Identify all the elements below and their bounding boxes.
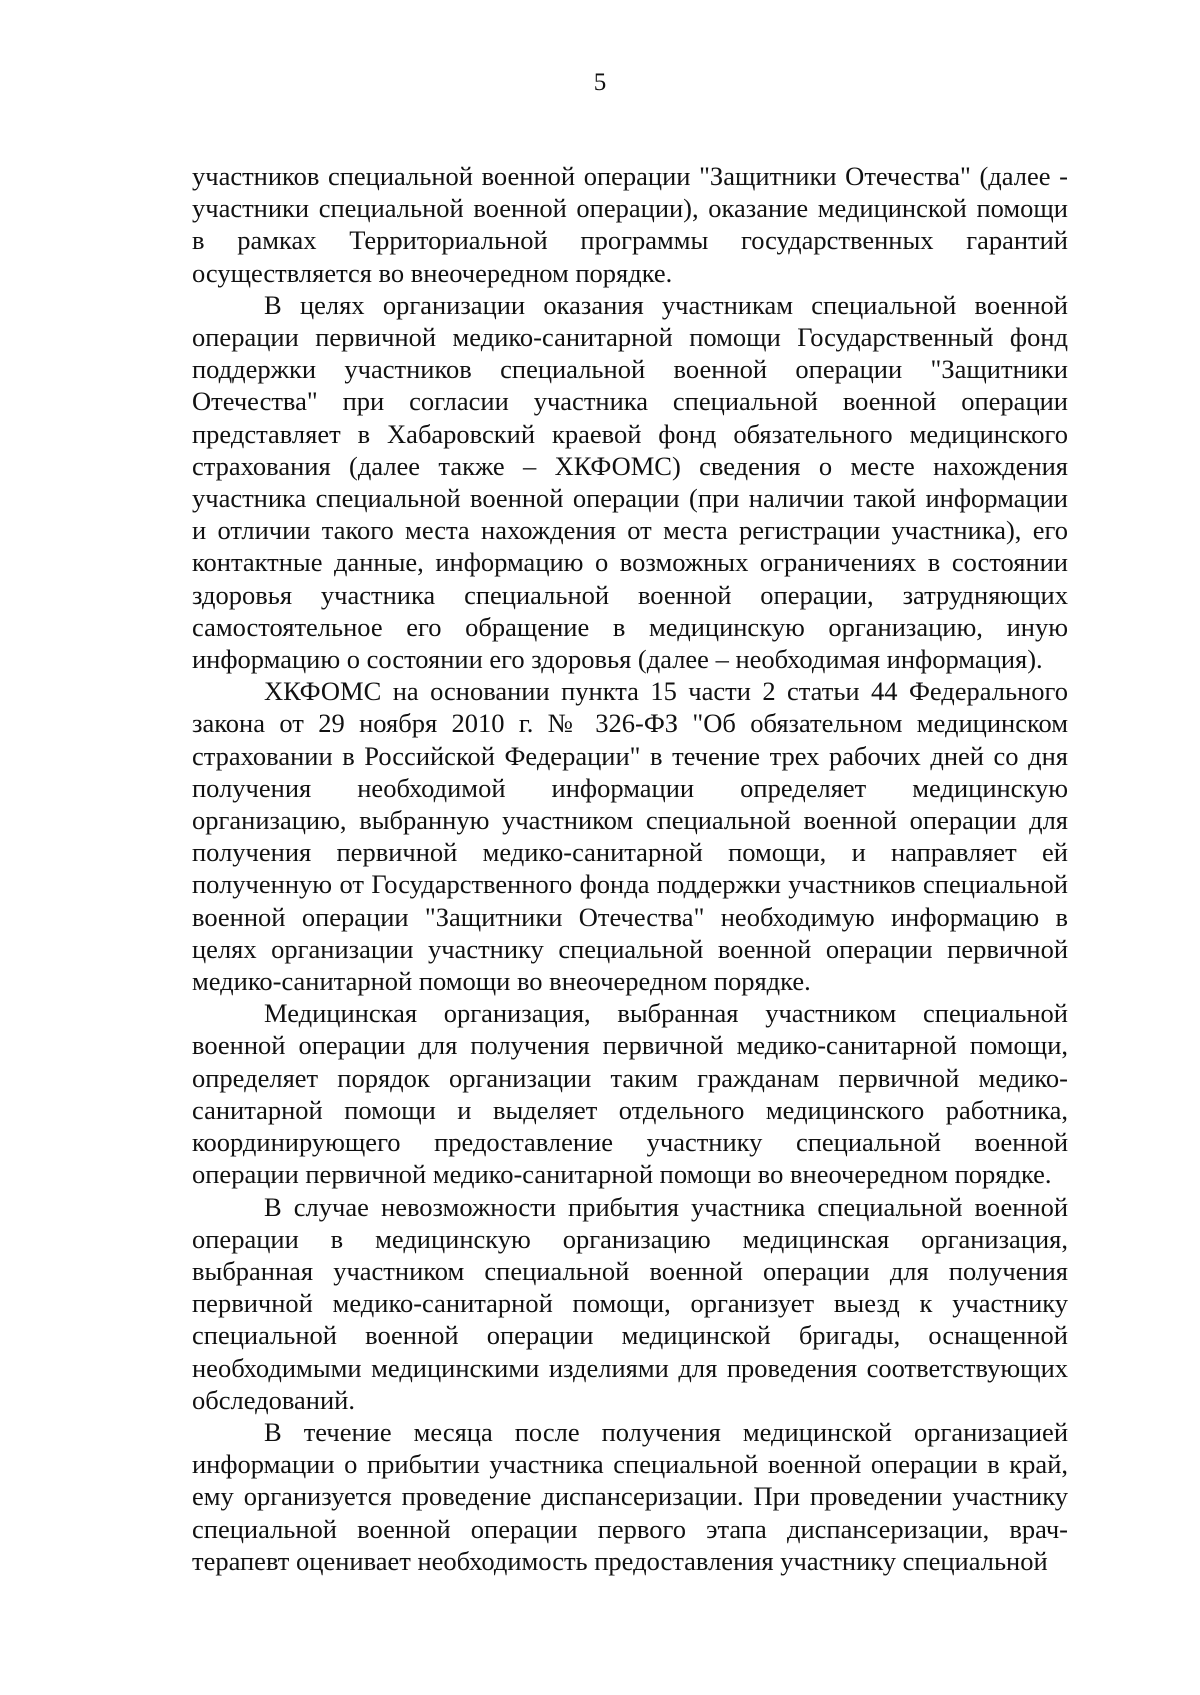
page-number: 5 (593, 69, 607, 96)
paragraph-3: ХКФОМС на основании пункта 15 части 2 статьи 44 Федерального закона от 29 ноября 2010 г. № 326-ФЗ "Об обязательном медицинском страховании в Российской Федерации" в течение трех рабочих дней со дня получения необходимой информации определяет медицинскую организацию, выбранную участником специальной военной операции для получения первичной медико-санитарной помощи, и направляет ей полученную от Государственного фонда поддержки участников специальной военной операции "Защитники Отечества" необходимую информацию в целях организации участнику специальной военной операции первичной медико-санитарной помощи во внеочередном порядке. (192, 676, 1068, 997)
document-body (192, 160, 1068, 1577)
paragraph-4: Медицинская организация, выбранная участником специальной военной операции для получения первичной медико-санитарной помощи, определяет порядок организации таким гражданам первичной медико-санитарной помощи и выделяет отдельного медицинского работника, координирующего предоставление участнику специальной военной операции первичной медико-санитарной помощи во внеочередном порядке. (192, 998, 1068, 1190)
paragraph-2: В целях организации оказания участникам специальной военной операции первичной медико-санитарной помощи Государственный фонд поддержки участников специальной военной операции "Защитники Отечества" при согласии участника специальной военной операции представляет в Хабаровский краевой фонд обязательного медицинского страхования (далее также – ХКФОМС) сведения о месте нахождения участника специальной военной операции (при наличии такой информации и отличии такого места нахождения от места регистрации участника), его контактные данные, информацию о возможных ограничениях в состоянии здоровья участника специальной военной операции, затрудняющих самостоятельное его обращение в медицинскую организацию, иную информацию о состоянии его здоровья (далее – необходимая информация). (192, 289, 1068, 675)
paragraph-1: участников специальной военной операции "Защитники Отечества" (далее - участники специальной военной операции), оказание медицинской помощи в рамках Территориальной программы государственных гарантий осуществляется во внеочередном порядке. (192, 161, 1068, 288)
paragraph-6: В течение месяца после получения медицинской организацией информации о прибытии участника специальной военной операции в край, ему организуется проведение диспансеризации. При проведении участнику специальной военной операции первого этапа диспансеризации, врач-терапевт оценивает необходимость предоставления участнику специальной (192, 1416, 1068, 1576)
paragraph-5: В случае невозможности прибытия участника специальной военной операции в медицинскую организацию медицинская организация, выбранная участником специальной военной операции для получения первичной медико-санитарной помощи, организует выезд к участнику специальной военной операции медицинской бригады, оснащенной необходимыми медицинскими изделиями для проведения соответствующих обследований. (192, 1191, 1068, 1415)
